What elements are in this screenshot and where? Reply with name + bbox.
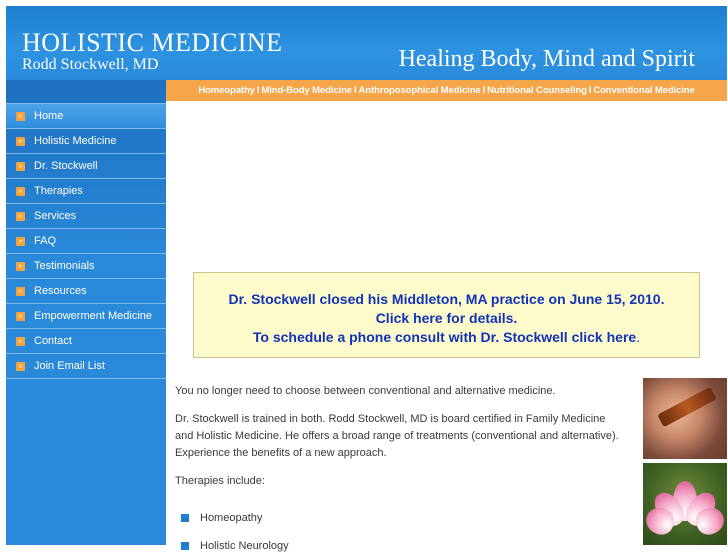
homeopathy-vial-photo [643,378,727,459]
vial-shape [657,387,717,428]
sidebar-item-label: Join Email List [34,360,105,372]
topnav-link-nutritional-counseling[interactable]: Nutritional Counseling [487,85,587,96]
sidebar-item-label: Resources [34,285,87,297]
notice-details-link[interactable]: Click here for details. [375,310,518,326]
notice-period: . [636,329,641,345]
arrow-bullet-icon: » [16,362,25,371]
sidebar-item-label: Testimonials [34,260,95,272]
sidebar-item-join-email-list[interactable] [6,354,166,379]
site-title[interactable]: HOLISTIC MEDICINE [22,28,283,57]
sidebar-item-label: Home [34,110,64,122]
sidebar-item-label: Contact [34,335,72,347]
sidebar-item-resources[interactable] [6,279,166,304]
sidebar-item-label: Holistic Medicine [34,135,117,147]
topnav-link-homeopathy[interactable]: Homeopathy [198,85,255,96]
sidebar-nav [6,80,166,545]
topnav-separator: I [482,85,486,96]
notice-phone-consult-link[interactable]: To schedule a phone consult with Dr. Stockwell click here [252,329,637,345]
arrow-bullet-icon: » [16,287,25,296]
lotus-flower-photo [643,463,727,545]
therapy-label: Holistic Neurology [200,539,289,552]
arrow-bullet-icon: » [16,162,25,171]
sidebar-item-label: Dr. Stockwell [34,160,98,172]
arrow-bullet-icon: » [16,212,25,221]
arrow-bullet-icon: » [16,337,25,346]
training-paragraph: Dr. Stockwell is trained in both. Rodd Stockwell, MD is board certified in Family Medicine and Holistic Medicine. He offers a broad range of treatments (conventional and alternative). Experience the benefits of a new approach. [175,413,619,459]
sidebar-item-services[interactable] [6,204,166,229]
sidebar-item-holistic-medicine[interactable] [6,129,166,154]
sidebar-item-dr-stockwell[interactable] [6,154,166,179]
topnav-link-mind-body-medicine[interactable]: Mind-Body Medicine [261,85,352,96]
sidebar-item-therapies[interactable] [6,179,166,204]
sidebar-item-home[interactable] [6,104,166,129]
sidebar-item-label: Services [34,210,77,222]
site-tagline: Healing Body, Mind and Spirit [398,46,695,72]
square-bullet-icon [181,542,189,550]
topnav-separator: I [256,85,260,96]
main-content [175,383,625,560]
notice-phone-consult-line [194,328,699,347]
therapies-heading: Therapies include: [175,475,265,487]
arrow-bullet-icon: » [16,312,25,321]
therapies-list [175,504,625,560]
arrow-bullet-icon: » [16,137,25,146]
topnav-separator: I [353,85,357,96]
arrow-bullet-icon: » [16,187,25,196]
therapy-label: Homeopathy [200,511,263,524]
list-item [175,504,625,532]
intro-paragraph: You no longer need to choose between conventional and alternative medicine. [175,385,556,397]
sidebar-item-faq[interactable] [6,229,166,254]
topnav-separator: I [588,85,592,96]
topnav-link-anthroposophical-medicine[interactable]: Anthroposophical Medicine [358,85,481,96]
notice-line-closure: Dr. Stockwell closed his Middleton, MA practice on June 15, 2010. [228,291,665,307]
arrow-bullet-icon: » [16,237,25,246]
topnav-link-conventional-medicine[interactable]: Conventional Medicine [593,85,695,96]
square-bullet-icon [181,514,189,522]
list-item [175,532,625,560]
sidebar-item-contact[interactable] [6,329,166,354]
sidebar-item-testimonials[interactable] [6,254,166,279]
sidebar-item-label: FAQ [34,235,57,247]
arrow-bullet-icon: » [16,112,25,121]
arrow-bullet-icon: » [16,262,25,271]
sidebar-top-divider [6,80,166,104]
top-nav [166,80,727,101]
site-subtitle: Rodd Stockwell, MD [22,56,159,73]
closure-notice [193,272,700,358]
site-header [6,6,727,80]
sidebar-item-label: Empowerment Medicine [34,310,152,322]
sidebar-item-empowerment-medicine[interactable] [6,304,166,329]
sidebar-item-label: Therapies [34,185,83,197]
